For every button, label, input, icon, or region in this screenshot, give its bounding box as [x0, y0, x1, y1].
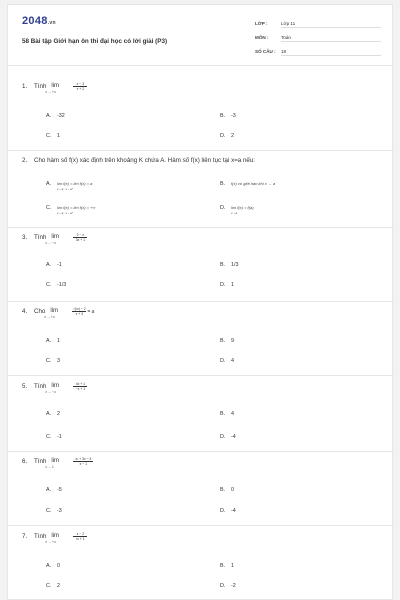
question-divider — [8, 150, 394, 151]
option-letter: C. — [46, 358, 52, 364]
option-letter: D. — [220, 434, 226, 440]
fraction — [71, 308, 87, 318]
option-value: 0 — [57, 563, 60, 569]
option-b[interactable] — [220, 338, 234, 344]
meta-count — [255, 49, 385, 56]
question-divider — [8, 227, 394, 228]
fraction-denominator: x − 1 — [79, 461, 88, 466]
option-value: -1 — [57, 262, 62, 268]
option-letter: B. — [220, 262, 226, 268]
option-letter: B. — [220, 487, 226, 493]
option-value: 1 — [57, 133, 60, 139]
option-letter: D. — [220, 583, 226, 589]
option-letter: A. — [46, 262, 52, 268]
option-value: lim f(x) = f(a) — [231, 205, 254, 210]
limit-variable: x → −∞ — [45, 390, 57, 394]
fraction-denominator: 3x + 1 — [75, 237, 86, 242]
option-b[interactable] — [220, 181, 275, 187]
limit-expression — [45, 234, 69, 245]
option-c[interactable] — [46, 205, 95, 215]
question-1 — [22, 82, 382, 139]
question-divider — [8, 525, 394, 526]
option-letter: B. — [220, 113, 226, 119]
option-d[interactable] — [220, 133, 234, 139]
option-value: -4 — [231, 434, 236, 440]
option-a[interactable] — [46, 487, 62, 493]
option-letter: D. — [220, 133, 226, 139]
option-d[interactable] — [220, 282, 234, 288]
option-value: 1 — [231, 563, 234, 569]
option-a[interactable] — [46, 411, 60, 417]
option-letter: C. — [46, 434, 52, 440]
question-text — [34, 383, 88, 393]
option-value: -4 — [231, 508, 236, 514]
fraction-numerator: x − 3 — [76, 82, 85, 86]
meta-subject-label: MÔN : — [255, 35, 269, 40]
question-number: 7. — [22, 533, 28, 540]
option-value: -5 — [57, 487, 62, 493]
question-prefix: Tính — [34, 533, 47, 540]
option-c[interactable] — [46, 583, 60, 589]
option-a[interactable] — [46, 113, 65, 119]
option-value: 3 — [57, 358, 60, 364]
question-number: 4. — [22, 308, 28, 315]
option-value: 0 — [231, 487, 234, 493]
meta-subject-value: Toán — [281, 35, 381, 42]
question-text — [34, 458, 94, 468]
option-d[interactable] — [220, 434, 236, 440]
option-d[interactable] — [220, 358, 234, 364]
logo-text: 2048 — [22, 15, 48, 27]
fraction — [72, 234, 88, 244]
option-letter: A. — [46, 563, 52, 569]
option-a[interactable] — [46, 563, 60, 569]
option-letter: B. — [220, 338, 226, 344]
option-value: f(x) có giới hạn khi x → a — [231, 181, 276, 186]
option-letter: D. — [220, 508, 226, 514]
option-b[interactable] — [220, 563, 234, 569]
option-value: -3 — [57, 508, 62, 514]
question-7 — [22, 532, 382, 589]
fraction — [72, 83, 88, 93]
option-value: -1 — [57, 434, 62, 440]
option-a[interactable] — [46, 262, 62, 268]
limit-expression — [45, 83, 69, 94]
option-a[interactable] — [46, 181, 92, 191]
limit-variable: x → +∞ — [45, 540, 57, 544]
option-letter: A. — [46, 487, 52, 493]
fraction — [72, 383, 88, 393]
option-value: -1/3 — [57, 282, 67, 288]
question-2 — [22, 157, 382, 215]
question-6 — [22, 457, 382, 514]
fraction-denominator: x + 3 — [75, 311, 84, 316]
question-text: Cho hàm số f(x) xác định trên khoảng K chứa A. Hàm số f(x) liên tục tại x=a nếu: — [34, 157, 255, 164]
limit-variable: x → +∞ — [45, 90, 57, 94]
question-number: 3. — [22, 234, 28, 241]
question-prefix: Tính — [34, 458, 47, 465]
fraction — [72, 533, 88, 543]
question-text — [34, 533, 88, 543]
limit-symbol: lim — [51, 533, 60, 539]
question-divider — [8, 301, 394, 302]
option-subscript: x→a — [231, 211, 238, 215]
option-letter: D. — [220, 205, 226, 211]
question-prefix: Tính — [34, 383, 47, 390]
option-letter: B. — [220, 411, 226, 417]
question-divider — [8, 375, 394, 376]
option-b[interactable] — [220, 411, 234, 417]
option-d[interactable] — [220, 583, 236, 589]
option-value: 9 — [231, 338, 234, 344]
limit-variable: x → 1 — [45, 465, 54, 469]
option-subscript: x→a⁻ x→a⁺ — [57, 211, 74, 215]
meta-class — [255, 21, 385, 28]
question-text — [34, 308, 94, 318]
option-letter: C. — [46, 583, 52, 589]
limit-symbol: lim — [50, 308, 59, 314]
meta-count-label: SỐ CÂU : — [255, 49, 276, 54]
option-value: -2 — [231, 583, 236, 589]
limit-expression — [45, 383, 69, 394]
option-letter: B. — [220, 563, 226, 569]
meta-class-value: Lớp 11 — [281, 21, 381, 28]
question-divider — [8, 451, 394, 452]
option-value: 1 — [57, 338, 60, 344]
meta-count-value: 18 — [281, 49, 381, 56]
fraction — [72, 458, 94, 468]
meta-class-label: LỚP : — [255, 21, 268, 26]
limit-variable: x → −∞ — [45, 241, 57, 245]
option-letter: C. — [46, 205, 52, 211]
fraction-numerator: 4x + 1 — [75, 382, 86, 386]
question-4 — [22, 307, 382, 364]
limit-symbol: lim — [51, 234, 60, 240]
question-number: 2. — [22, 157, 28, 164]
option-letter: A. — [46, 181, 52, 187]
limit-symbol: lim — [51, 383, 60, 389]
option-c[interactable] — [46, 133, 60, 139]
option-a[interactable] — [46, 338, 60, 344]
meta-subject — [255, 35, 385, 42]
option-d[interactable] — [220, 205, 254, 215]
option-c[interactable] — [46, 508, 62, 514]
option-value: lim f(x) = lim f(x) = +∞ — [57, 205, 96, 210]
equation-suffix: = a — [87, 309, 95, 315]
fraction-numerator: 2 − x — [76, 233, 85, 237]
question-5 — [22, 382, 382, 440]
question-text — [34, 234, 88, 244]
option-subscript: x→a⁻ x→a⁺ — [57, 187, 74, 191]
fraction-numerator: x − 2 — [76, 532, 85, 536]
option-letter: A. — [46, 338, 52, 344]
option-c[interactable] — [46, 358, 60, 364]
worksheet-header — [8, 5, 392, 66]
option-value: 4 — [231, 358, 234, 364]
option-b[interactable] — [220, 262, 239, 268]
fraction-numerator: √(x²) − 2 — [73, 307, 86, 311]
site-logo[interactable] — [22, 15, 56, 27]
option-value: 2 — [57, 411, 60, 417]
limit-expression — [44, 308, 68, 319]
option-letter: B. — [220, 181, 226, 187]
option-b[interactable] — [220, 487, 234, 493]
worksheet-page — [7, 4, 393, 600]
question-number: 6. — [22, 458, 28, 465]
option-c[interactable] — [46, 434, 62, 440]
fraction-denominator: −x + 1 — [75, 386, 86, 391]
option-letter: D. — [220, 358, 226, 364]
option-value: 2 — [231, 133, 234, 139]
option-letter: A. — [46, 113, 52, 119]
option-letter: A. — [46, 411, 52, 417]
question-number: 1. — [22, 83, 28, 90]
question-text — [34, 83, 88, 93]
option-d[interactable] — [220, 508, 236, 514]
option-letter: D. — [220, 282, 226, 288]
limit-variable: x → +∞ — [44, 315, 56, 319]
question-prefix: Cho — [34, 308, 46, 315]
question-prefix: Tính — [34, 83, 47, 90]
limit-expression — [45, 458, 69, 469]
option-c[interactable] — [46, 282, 66, 288]
option-value: 1/3 — [231, 262, 239, 268]
document-title: 58 Bài tập Giới hạn ôn thi đại học có lời giải (P3) — [22, 38, 168, 45]
question-number: 5. — [22, 383, 28, 390]
limit-expression — [45, 533, 69, 544]
fraction-denominator: x + 2 — [76, 86, 85, 91]
option-value: 2 — [57, 583, 60, 589]
option-value: lim f(x) = lim f(x) = a — [57, 181, 93, 186]
option-value: 4 — [231, 411, 234, 417]
option-b[interactable] — [220, 113, 236, 119]
option-value: -32 — [57, 113, 65, 119]
option-letter: C. — [46, 133, 52, 139]
limit-symbol: lim — [51, 458, 60, 464]
fraction-numerator: x² + 3x − 4 — [75, 457, 92, 461]
limit-symbol: lim — [51, 83, 60, 89]
option-value: 1 — [231, 282, 234, 288]
logo-suffix: .vn — [47, 20, 56, 26]
option-letter: C. — [46, 508, 52, 514]
option-value: -3 — [231, 113, 236, 119]
question-3 — [22, 233, 382, 288]
option-letter: C. — [46, 282, 52, 288]
fraction-denominator: x² + 1 — [76, 536, 85, 541]
question-prefix: Tính — [34, 234, 47, 241]
